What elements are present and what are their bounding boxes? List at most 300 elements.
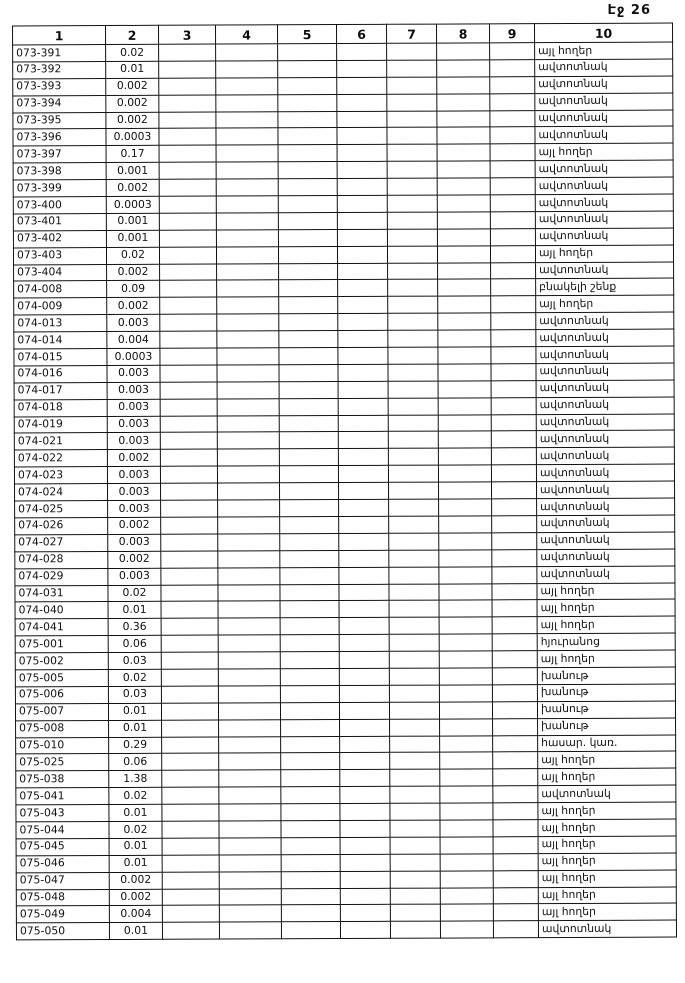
area-value-cell: 0.17	[106, 146, 159, 163]
parcel-code-cell: 074-018	[14, 399, 107, 416]
empty-cell	[492, 583, 537, 600]
empty-cell	[160, 331, 217, 348]
area-value-cell: 0.01	[109, 838, 162, 855]
empty-cell	[280, 516, 339, 533]
empty-cell	[388, 263, 438, 280]
empty-cell	[278, 212, 337, 229]
empty-cell	[438, 381, 491, 398]
empty-cell	[493, 904, 538, 921]
empty-cell	[493, 718, 538, 735]
empty-cell	[390, 837, 440, 854]
empty-cell	[337, 229, 387, 246]
area-value-cell: 0.003	[108, 568, 161, 585]
empty-cell	[217, 348, 279, 365]
land-use-cell: այլ հողեր	[535, 42, 673, 59]
empty-cell	[161, 703, 218, 720]
empty-cell	[217, 297, 279, 314]
empty-cell	[162, 753, 219, 770]
empty-cell	[281, 854, 340, 871]
empty-cell	[440, 786, 493, 803]
empty-cell	[218, 584, 280, 601]
parcel-code-cell: 075-038	[16, 771, 109, 788]
empty-cell	[493, 853, 538, 870]
empty-cell	[162, 889, 219, 906]
empty-cell	[218, 669, 280, 686]
empty-cell	[218, 635, 280, 652]
empty-cell	[217, 314, 279, 331]
land-use-cell: այլ հողեր	[538, 870, 676, 887]
empty-cell	[390, 854, 440, 871]
land-use-cell: ավտոտնակ	[537, 566, 675, 583]
empty-cell	[337, 77, 387, 94]
empty-cell	[216, 44, 278, 61]
empty-cell	[161, 568, 218, 585]
land-use-cell: այլ հողեր	[538, 887, 676, 904]
empty-cell	[492, 701, 537, 718]
empty-cell	[279, 449, 338, 466]
empty-cell	[438, 296, 491, 313]
empty-cell	[279, 466, 338, 483]
empty-cell	[389, 668, 439, 685]
empty-cell	[491, 380, 536, 397]
area-value-cell: 0.001	[106, 213, 159, 230]
empty-cell	[387, 178, 437, 195]
empty-cell	[340, 837, 390, 854]
empty-cell	[493, 820, 538, 837]
empty-cell	[219, 855, 281, 872]
empty-cell	[493, 870, 538, 887]
empty-cell	[160, 449, 217, 466]
empty-cell	[339, 550, 389, 567]
empty-cell	[387, 246, 437, 263]
empty-cell	[162, 804, 219, 821]
land-use-cell: ավտոտնակ	[535, 59, 673, 76]
empty-cell	[219, 753, 281, 770]
empty-cell	[337, 145, 387, 162]
empty-cell	[490, 228, 535, 245]
empty-cell	[493, 921, 538, 938]
area-value-cell: 0.002	[108, 551, 161, 568]
column-header: 1	[13, 26, 106, 45]
empty-cell	[440, 769, 493, 786]
empty-cell	[340, 753, 390, 770]
empty-cell	[159, 129, 216, 146]
empty-cell	[339, 618, 389, 635]
empty-cell	[492, 549, 537, 566]
empty-cell	[337, 60, 387, 77]
empty-cell	[339, 634, 389, 651]
area-value-cell: 0.004	[107, 331, 160, 348]
empty-cell	[278, 179, 337, 196]
empty-cell	[159, 213, 216, 230]
parcel-code-cell: 075-041	[16, 788, 109, 805]
empty-cell	[278, 128, 337, 145]
empty-cell	[338, 415, 388, 432]
empty-cell	[388, 398, 438, 415]
empty-cell	[440, 854, 493, 871]
empty-cell	[216, 111, 278, 128]
empty-cell	[491, 448, 536, 465]
land-use-cell: ավտոտնակ	[535, 110, 673, 127]
area-value-cell: 0.0003	[107, 348, 160, 365]
empty-cell	[387, 128, 437, 145]
land-use-cell: ավտոտնակ	[536, 414, 674, 431]
parcel-code-cell: 073-399	[13, 180, 106, 197]
parcel-code-cell: 074-019	[14, 416, 107, 433]
empty-cell	[159, 145, 216, 162]
empty-cell	[340, 905, 390, 922]
empty-cell	[437, 212, 490, 229]
empty-cell	[281, 905, 340, 922]
empty-cell	[492, 566, 537, 583]
empty-cell	[388, 280, 438, 297]
empty-cell	[390, 752, 440, 769]
area-value-cell: 0.002	[106, 179, 159, 196]
empty-cell	[162, 855, 219, 872]
parcel-code-cell: 073-404	[14, 264, 107, 281]
empty-cell	[161, 669, 218, 686]
empty-cell	[218, 652, 280, 669]
empty-cell	[339, 499, 389, 516]
land-use-cell: ավտոտնակ	[535, 228, 673, 245]
empty-cell	[388, 448, 438, 465]
area-value-cell: 0.01	[109, 804, 162, 821]
empty-cell	[490, 178, 535, 195]
empty-cell	[340, 719, 390, 736]
empty-cell	[337, 212, 387, 229]
empty-cell	[491, 397, 536, 414]
area-value-cell: 0.001	[106, 163, 159, 180]
empty-cell	[490, 43, 535, 60]
empty-cell	[279, 297, 338, 314]
empty-cell	[340, 786, 390, 803]
empty-cell	[490, 110, 535, 127]
empty-cell	[440, 735, 493, 752]
parcel-code-cell: 075-048	[16, 889, 109, 906]
empty-cell	[440, 837, 493, 854]
land-use-cell: ավտոտնակ	[535, 211, 673, 228]
area-value-cell: 0.003	[107, 416, 160, 433]
empty-cell	[439, 583, 492, 600]
empty-cell	[490, 127, 535, 144]
area-value-cell: 0.002	[107, 450, 160, 467]
empty-cell	[219, 719, 281, 736]
empty-cell	[338, 347, 388, 364]
land-use-cell: խանութ	[537, 667, 675, 684]
area-value-cell: 0.01	[109, 923, 162, 940]
empty-cell	[162, 737, 219, 754]
empty-cell	[162, 922, 219, 939]
empty-cell	[387, 77, 437, 94]
empty-cell	[440, 870, 493, 887]
empty-cell	[437, 246, 490, 263]
area-value-cell: 0.06	[109, 754, 162, 771]
empty-cell	[388, 313, 438, 330]
empty-cell	[279, 348, 338, 365]
area-value-cell: 0.02	[106, 247, 159, 264]
empty-cell	[159, 78, 216, 95]
empty-cell	[279, 263, 338, 280]
empty-cell	[337, 128, 387, 145]
parcel-code-cell: 075-001	[15, 636, 108, 653]
empty-cell	[440, 820, 493, 837]
parcel-code-cell: 074-009	[14, 298, 107, 315]
parcel-code-cell: 074-023	[14, 467, 107, 484]
land-use-cell: ավտոտնակ	[536, 397, 674, 414]
empty-cell	[280, 652, 339, 669]
empty-cell	[339, 516, 389, 533]
empty-cell	[490, 60, 535, 77]
empty-cell	[491, 279, 536, 296]
empty-cell	[338, 280, 388, 297]
empty-cell	[490, 93, 535, 110]
empty-cell	[390, 921, 440, 938]
empty-cell	[219, 736, 281, 753]
empty-cell	[492, 634, 537, 651]
empty-cell	[337, 195, 387, 212]
empty-cell	[160, 297, 217, 314]
empty-cell	[388, 347, 438, 364]
empty-cell	[490, 144, 535, 161]
empty-cell	[218, 686, 280, 703]
parcel-code-cell: 075-007	[15, 703, 108, 720]
empty-cell	[219, 871, 281, 888]
empty-cell	[491, 414, 536, 431]
empty-cell	[491, 364, 536, 381]
empty-cell	[218, 703, 280, 720]
empty-cell	[389, 600, 439, 617]
empty-cell	[339, 668, 389, 685]
empty-cell	[281, 888, 340, 905]
empty-cell	[218, 500, 280, 517]
table-body	[13, 42, 677, 940]
parcel-code-cell: 073-402	[13, 230, 106, 247]
parcel-code-cell: 075-006	[15, 686, 108, 703]
empty-cell	[338, 432, 388, 449]
empty-cell	[159, 196, 216, 213]
empty-cell	[218, 550, 280, 567]
area-value-cell: 0.06	[108, 635, 161, 652]
empty-cell	[159, 247, 216, 264]
empty-cell	[161, 500, 218, 517]
empty-cell	[161, 551, 218, 568]
empty-cell	[217, 466, 279, 483]
empty-cell	[281, 820, 340, 837]
area-value-cell: 0.0003	[106, 129, 159, 146]
empty-cell	[216, 179, 278, 196]
empty-cell	[280, 483, 339, 500]
land-use-cell: ավտոտնակ	[536, 481, 674, 498]
empty-cell	[387, 144, 437, 161]
empty-cell	[216, 162, 278, 179]
area-value-cell: 0.003	[108, 483, 161, 500]
column-header: 10	[535, 23, 673, 43]
empty-cell	[281, 871, 340, 888]
land-use-cell: խանութ	[538, 718, 676, 735]
empty-cell	[217, 280, 279, 297]
parcel-code-cell: 075-044	[16, 821, 109, 838]
land-use-cell: այլ հողեր	[537, 583, 675, 600]
empty-cell	[337, 178, 387, 195]
area-value-cell: 1.38	[109, 771, 162, 788]
parcel-code-cell: 073-392	[13, 61, 106, 78]
land-use-cell: ավտոտնակ	[536, 431, 674, 448]
empty-cell	[438, 279, 491, 296]
empty-cell	[281, 804, 340, 821]
empty-cell	[389, 584, 439, 601]
area-value-cell: 0.002	[106, 78, 159, 95]
land-use-cell: ավտոտնակ	[535, 177, 673, 194]
empty-cell	[493, 752, 538, 769]
empty-cell	[493, 887, 538, 904]
empty-cell	[437, 60, 490, 77]
empty-cell	[159, 162, 216, 179]
empty-cell	[278, 145, 337, 162]
empty-cell	[389, 617, 439, 634]
empty-cell	[439, 685, 492, 702]
empty-cell	[390, 769, 440, 786]
parcel-code-cell: 074-013	[14, 315, 107, 332]
parcel-code-cell: 074-016	[14, 365, 107, 382]
area-value-cell: 0.02	[109, 821, 162, 838]
parcel-code-cell: 073-398	[13, 163, 106, 180]
empty-cell	[390, 736, 440, 753]
empty-cell	[339, 702, 389, 719]
land-use-cell: ավտոտնակ	[536, 464, 674, 481]
empty-cell	[338, 364, 388, 381]
area-value-cell: 0.02	[109, 787, 162, 804]
area-value-cell: 0.003	[107, 399, 160, 416]
area-value-cell: 0.003	[108, 534, 161, 551]
area-value-cell: 0.02	[108, 669, 161, 686]
empty-cell	[491, 482, 536, 499]
empty-cell	[162, 905, 219, 922]
empty-cell	[281, 770, 340, 787]
area-value-cell: 0.02	[108, 585, 161, 602]
empty-cell	[280, 618, 339, 635]
parcel-code-cell: 074-025	[15, 501, 108, 518]
empty-cell	[281, 922, 340, 939]
empty-cell	[219, 787, 281, 804]
empty-cell	[439, 516, 492, 533]
area-value-cell: 0.01	[106, 61, 159, 78]
parcel-code-cell: 075-025	[16, 754, 109, 771]
area-value-cell: 0.003	[107, 467, 160, 484]
empty-cell	[438, 431, 491, 448]
empty-cell	[162, 838, 219, 855]
empty-cell	[162, 770, 219, 787]
empty-cell	[490, 195, 535, 212]
empty-cell	[439, 499, 492, 516]
parcel-code-cell: 073-391	[13, 45, 106, 62]
empty-cell	[490, 161, 535, 178]
empty-cell	[279, 415, 338, 432]
empty-cell	[280, 500, 339, 517]
area-value-cell: 0.003	[107, 382, 160, 399]
parcel-code-cell: 073-396	[13, 129, 106, 146]
empty-cell	[439, 651, 492, 668]
empty-cell	[337, 94, 387, 111]
empty-cell	[388, 432, 438, 449]
empty-cell	[492, 532, 537, 549]
empty-cell	[278, 94, 337, 111]
parcel-code-cell: 075-005	[15, 669, 108, 686]
land-use-cell: այլ հողեր	[538, 768, 676, 785]
empty-cell	[387, 94, 437, 111]
land-use-cell: ավտոտնակ	[536, 262, 674, 279]
area-value-cell: 0.36	[108, 619, 161, 636]
empty-cell	[389, 634, 439, 651]
parcel-code-cell: 075-010	[16, 737, 109, 754]
land-use-cell: ավտոտնակ	[535, 76, 673, 93]
empty-cell	[492, 600, 537, 617]
empty-cell	[161, 483, 218, 500]
empty-cell	[340, 770, 390, 787]
empty-cell	[219, 905, 281, 922]
empty-cell	[493, 735, 538, 752]
empty-cell	[387, 111, 437, 128]
empty-cell	[390, 786, 440, 803]
empty-cell	[493, 769, 538, 786]
land-use-cell: այլ հողեր	[536, 295, 674, 312]
empty-cell	[493, 786, 538, 803]
column-header: 7	[387, 24, 437, 43]
column-header: 8	[437, 24, 490, 43]
land-use-cell: այլ հողեր	[538, 853, 676, 870]
empty-cell	[339, 584, 389, 601]
empty-cell	[280, 550, 339, 567]
empty-cell	[388, 381, 438, 398]
empty-cell	[440, 752, 493, 769]
empty-cell	[278, 111, 337, 128]
land-use-cell: այլ հողեր	[538, 819, 676, 836]
empty-cell	[160, 466, 217, 483]
empty-cell	[437, 178, 490, 195]
empty-cell	[437, 77, 490, 94]
empty-cell	[161, 585, 218, 602]
empty-cell	[438, 414, 491, 431]
empty-cell	[437, 161, 490, 178]
empty-cell	[440, 803, 493, 820]
empty-cell	[492, 684, 537, 701]
parcel-code-cell: 074-031	[15, 585, 108, 602]
column-header: 9	[490, 24, 535, 43]
empty-cell	[217, 263, 279, 280]
land-use-cell: այլ հողեր	[537, 599, 675, 616]
empty-cell	[437, 229, 490, 246]
empty-cell	[280, 601, 339, 618]
empty-cell	[337, 162, 387, 179]
empty-cell	[437, 94, 490, 111]
empty-cell	[159, 230, 216, 247]
column-header: 6	[337, 24, 387, 43]
land-use-cell: ավտոտնակ	[537, 549, 675, 566]
empty-cell	[390, 905, 440, 922]
empty-cell	[278, 246, 337, 263]
empty-cell	[217, 382, 279, 399]
empty-cell	[339, 601, 389, 618]
empty-cell	[161, 686, 218, 703]
empty-cell	[387, 229, 437, 246]
empty-cell	[340, 854, 390, 871]
empty-cell	[438, 262, 491, 279]
table-row	[16, 920, 676, 940]
area-value-cell: 0.002	[109, 872, 162, 889]
land-use-cell: ավտոտնակ	[538, 785, 676, 802]
empty-cell	[159, 112, 216, 129]
empty-cell	[160, 264, 217, 281]
area-value-cell: 0.09	[107, 281, 160, 298]
